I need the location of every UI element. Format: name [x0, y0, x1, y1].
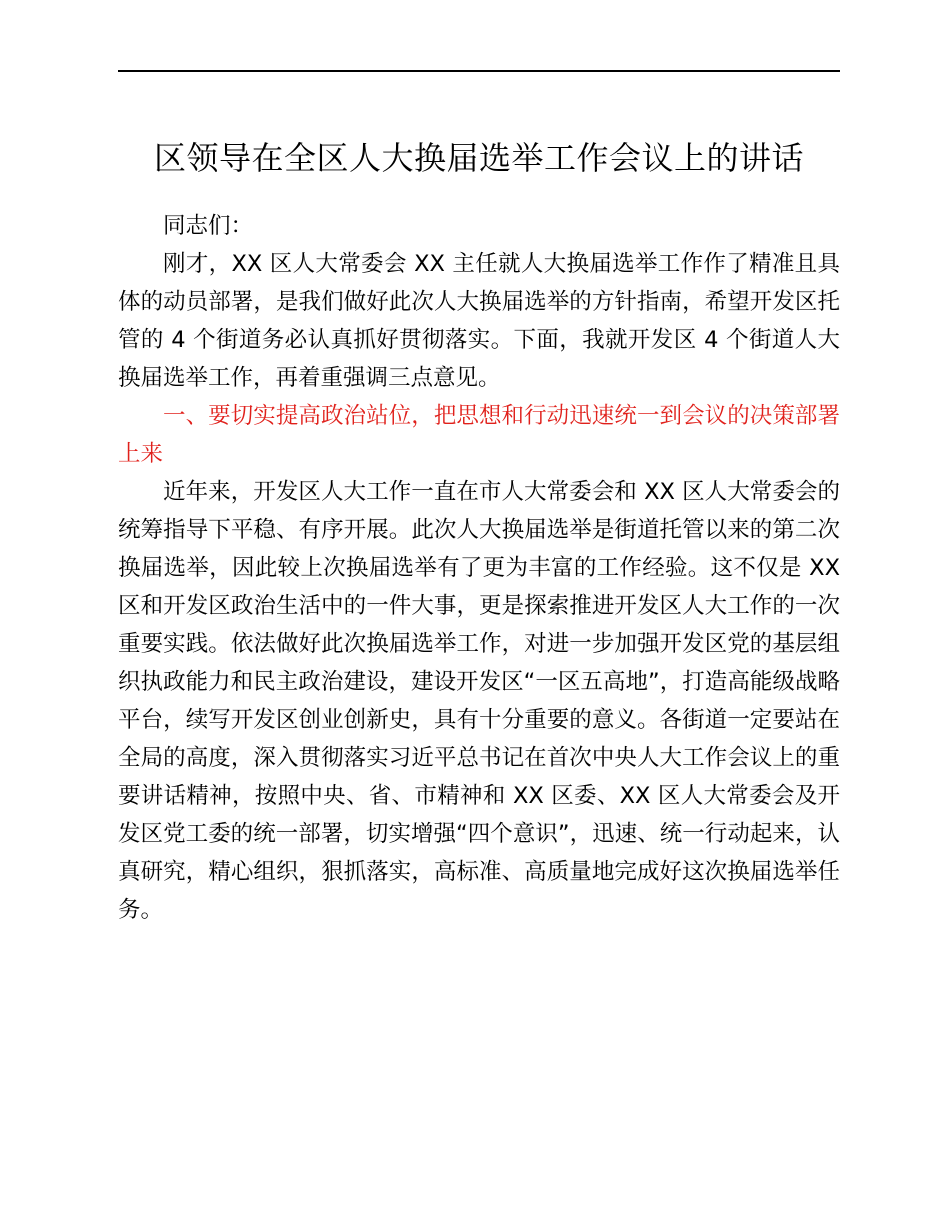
section-heading: 一、要切实提高政治站位，把思想和行动迅速统一到会议的决策部署上来 [118, 403, 840, 467]
section-body-paragraph: 近年来，开发区人大工作一直在市人大常委会和 XX 区人大常委会的统筹指导下平稳、有序开展。此次人大换届选举是街道托管以来的第二次换届选举，因此较上次换届选举有了更为丰富的工作经验。这不仅是 XX 区和开发区政治生活中的一件大事，更是探索推进开发区人大工作的一次重要实践。依法做好此次换届选举工作，对进一步加强开发区党的基层组织执政能力和民主政治建设，建设开发区“一区五高地”，打造高能级战略平台，续写开发区创业创新史，具有十分重要的意义。各街道一定要站在全局的高度，深入贯彻落实习近平总书记在首次中央人大工作会议上的重要讲话精神，按照中央、省、市精神和 XX 区委、XX 区人大常委会及开发区党工委的统一部署，切实增强“四个意识”，迅速、统一行动起来，认真研究，精心组织，狠抓落实，高标准、高质量地完成好这次换届选举任务。 [118, 479, 840, 923]
document-body [118, 207, 840, 929]
salutation: 同志们： [163, 213, 254, 239]
document-title: 区领导在全区人大换届选举工作会议上的讲话 [153, 139, 804, 177]
header-rule [118, 70, 840, 72]
intro-paragraph: 刚才，XX 区人大常委会 XX 主任就人大换届选举工作作了精准且具体的动员部署，是我们做好此次人大换届选举的方针指南，希望开发区托管的 4 个街道务必认真抓好贯彻落实。下面，我就开发区 4 个街道人大换届选举工作，再着重强调三点意见。 [118, 251, 840, 391]
